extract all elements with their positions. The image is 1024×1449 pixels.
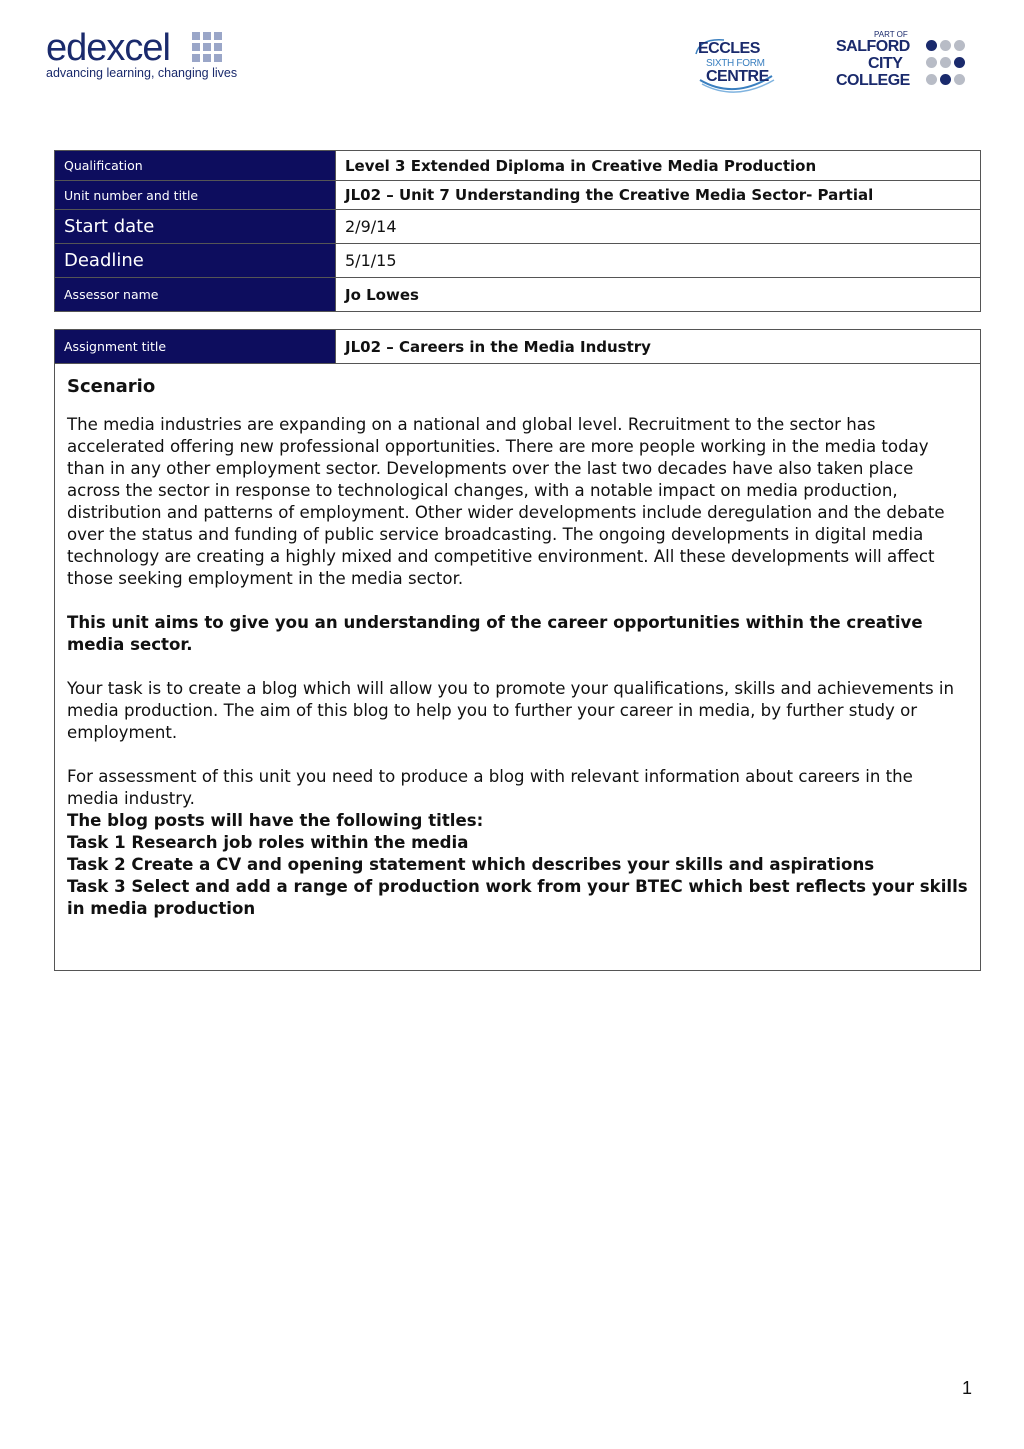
table-row bbox=[55, 244, 981, 278]
salford-line-3: COLLEGE bbox=[836, 72, 910, 89]
assignment-title-label: Assignment title bbox=[55, 330, 336, 364]
qualification-value: Level 3 Extended Diploma in Creative Media Production bbox=[336, 151, 981, 181]
table-row bbox=[55, 278, 981, 312]
edexcel-grid-icon bbox=[192, 32, 224, 62]
deadline-value: 5/1/15 bbox=[336, 244, 981, 278]
page-number: 1 bbox=[962, 1378, 973, 1398]
table-row bbox=[55, 181, 981, 210]
start-date-value: 2/9/14 bbox=[336, 210, 981, 244]
edexcel-wordmark: edexcel bbox=[46, 27, 170, 69]
salford-line-1: SALFORD bbox=[836, 38, 910, 55]
assessor-label: Assessor name bbox=[55, 278, 336, 312]
salford-city-college-logo bbox=[836, 30, 966, 90]
eccles-line-1: ECCLES bbox=[698, 40, 760, 57]
blog-titles-intro: The blog posts will have the following titles: bbox=[67, 811, 484, 830]
assignment-brief-table bbox=[54, 329, 981, 971]
assessor-value: Jo Lowes bbox=[336, 278, 981, 312]
task-3: Task 3 Select and add a range of production work from your BTEC which best reflects your skills in media production bbox=[67, 877, 968, 918]
eccles-sixth-form-logo bbox=[694, 36, 776, 96]
unit-aim: This unit aims to give you an understanding of the career opportunities within the creative media sector. bbox=[67, 613, 923, 654]
table-row bbox=[55, 364, 981, 971]
table-row bbox=[55, 151, 981, 181]
unit-label: Unit number and title bbox=[55, 181, 336, 210]
task-1: Task 1 Research job roles within the media bbox=[67, 833, 469, 852]
table-row bbox=[55, 330, 981, 364]
edexcel-logo bbox=[46, 28, 246, 88]
scenario-paragraph-3: For assessment of this unit you need to produce a blog with relevant information about careers in the media industry. bbox=[67, 767, 913, 808]
salford-line-2: CITY bbox=[868, 55, 903, 72]
scenario-cell bbox=[55, 364, 981, 971]
table-row bbox=[55, 210, 981, 244]
edexcel-tagline: advancing learning, changing lives bbox=[46, 66, 238, 80]
eccles-line-3: CENTRE bbox=[706, 68, 769, 85]
salford-part-of: PART OF bbox=[874, 30, 908, 39]
assignment-title-value: JL02 – Careers in the Media Industry bbox=[336, 330, 981, 364]
scenario-paragraph-1: The media industries are expanding on a national and global level. Recruitment to the sector has accelerated offering new professional opportunities. There are more people working in the media today than in any other employment sector. Developments over the last two decades have also taken place across the sector in response to technological changes, with a notable impact on media production, distribution and patterns of employment. Other wider developments include deregulation and the debate over the status and funding of public service broadcasting. The ongoing developments in digital media technology are creating a highly mixed and competitive environment. All these developments will affect those seeking employment in the media sector. bbox=[67, 415, 945, 588]
scenario-paragraph-2: Your task is to create a blog which will allow you to promote your qualifications, skills and achievements in media production. The aim of this blog to help you to further your career in media, by further study or employment. bbox=[67, 679, 955, 742]
task-2: Task 2 Create a CV and opening statement which describes your skills and aspirations bbox=[67, 855, 875, 874]
scenario-heading: Scenario bbox=[67, 376, 156, 397]
unit-value: JL02 – Unit 7 Understanding the Creative Media Sector- Partial bbox=[336, 181, 981, 210]
eccles-line-2: SIXTH FORM bbox=[706, 58, 765, 69]
salford-dots-icon bbox=[926, 40, 966, 88]
deadline-label: Deadline bbox=[55, 244, 336, 278]
qualification-label: Qualification bbox=[55, 151, 336, 181]
start-date-label: Start date bbox=[55, 210, 336, 244]
assignment-details-table bbox=[54, 150, 981, 312]
